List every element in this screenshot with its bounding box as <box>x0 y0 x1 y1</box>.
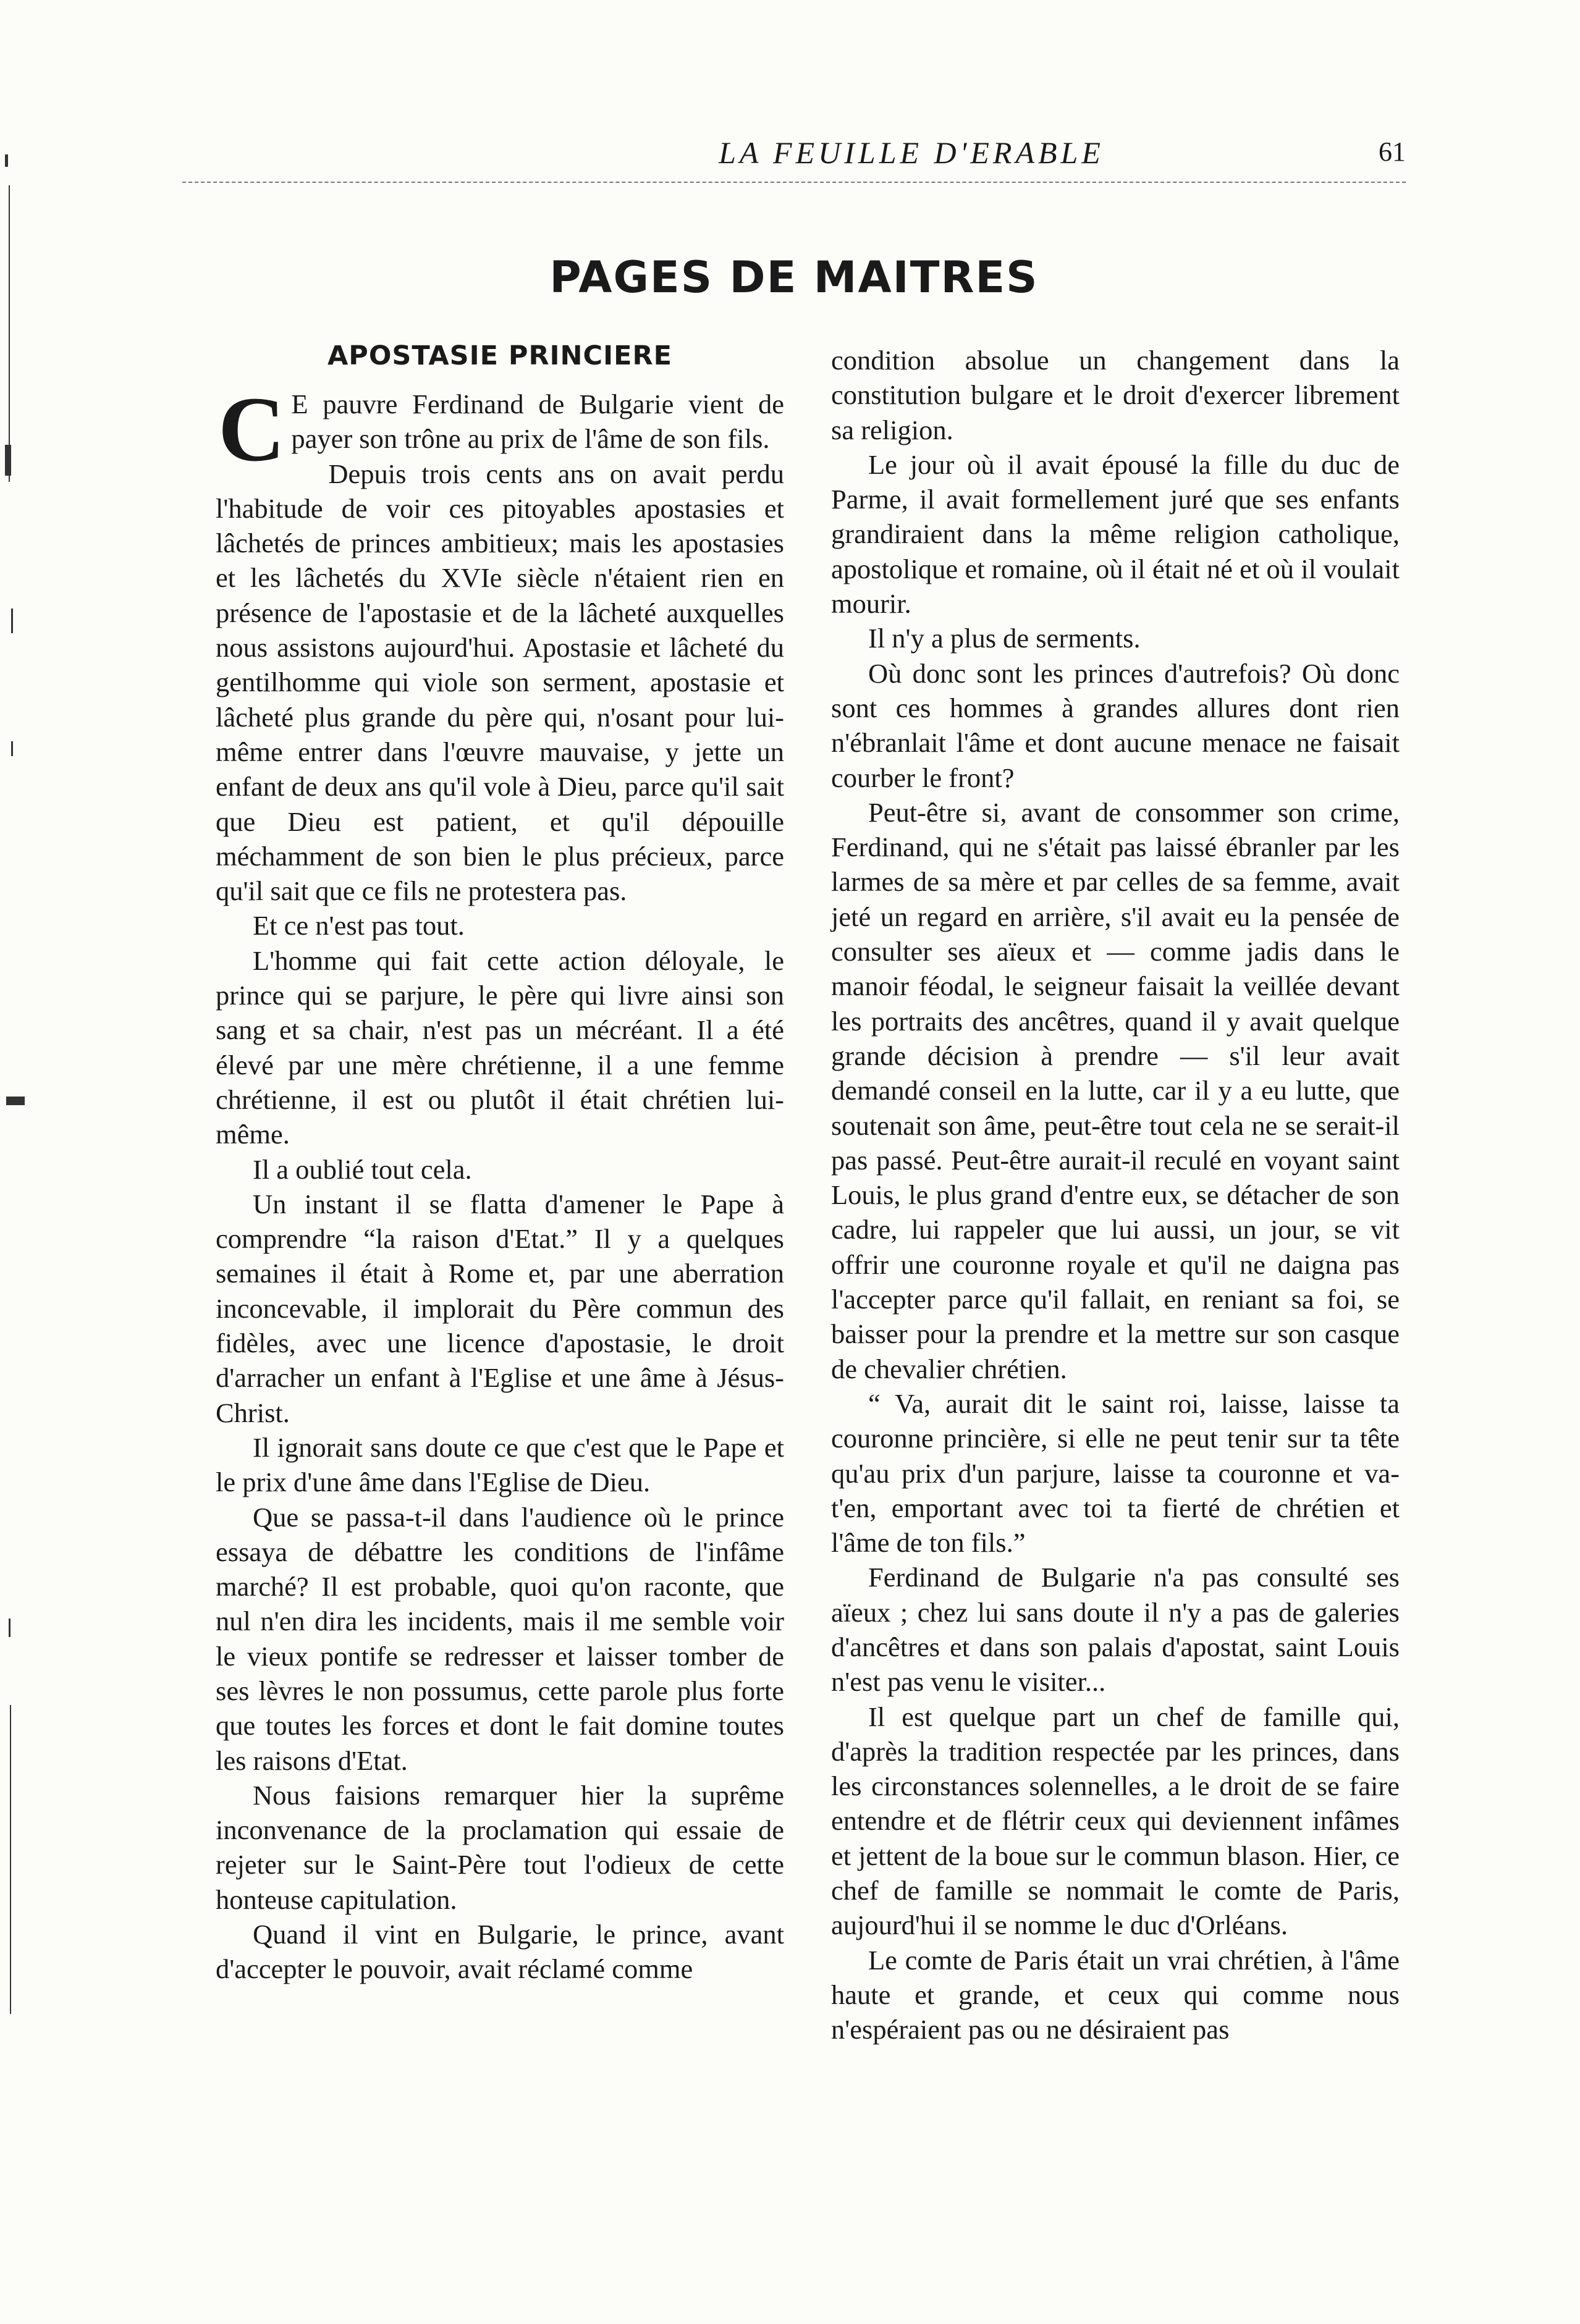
running-head <box>182 135 1406 184</box>
paragraph-continuation: condition absolue un changement dans la constitution bulgare et le droit d'exercer librement sa religion. <box>831 345 1400 445</box>
paragraph: Il ignorait sans doute ce que c'est que le Pape et le prix d'une âme dans l'Eglise de Dieu. <box>216 1431 784 1498</box>
header-rule <box>182 182 1406 183</box>
paragraph: Peut-être si, avant de consommer son crime, Ferdinand, qui ne s'était pas laissé ébranler par les larmes de sa mère et par celles de sa femme, avait jeté un regard en arrière, s'il avait eu la pensée de consulter ses aïeux et — comme jadis dans le manoir féodal, le seigneur faisait la veillée devant les portraits des ancêtres, quand il y avait quelque grande décision à prendre — s'il leur avait demandé conseil en la lutte, car il y a eu lutte, que soutenait son âme, peut-être tout cela ne se serait-il pas passé. Peut-être aurait-il reculé en voyant saint Louis, le plus grand d'entre eux, se détacher de son cadre, lui rappeler que lui aussi, un jour, se vit offrir une couronne royale et qu'il ne daigna pas l'accepter parce qu'il fallait, en reniant sa foi, se baisser pour la prendre et la mettre sur son casque de chevalier chrétien. <box>831 796 1400 1384</box>
paragraph: Ferdinand de Bulgarie n'a pas consulté ses aïeux ; chez lui sans doute il n'y a pas de galeries d'ancêtres et dans son palais d'apostat, saint Louis n'est pas venu le visiter... <box>831 1562 1400 1698</box>
paragraph: Le comte de Paris était un vrai chrétien, à l'âme haute et grande, et ceux qui comme nous n'espéraient pas ou ne désiraient pas <box>831 1944 1400 2045</box>
paragraph: Il n'y a plus de serments. <box>868 623 1141 654</box>
scan-edge-mark <box>5 154 8 167</box>
running-title: LA FEUILLE D'ERABLE <box>719 135 1104 170</box>
paragraph: Et ce n'est pas tout. <box>253 910 465 941</box>
paragraph: “ Va, aurait dit le saint roi, laisse, laisse ta couronne princière, si elle ne peut tenir sur ta tête qu'au prix d'un parjure, laisse ta couronne et va-t'en, emportant avec toi ta fierté de chrétien et l'âme de ton fils.” <box>831 1387 1400 1559</box>
scan-edge-mark <box>11 608 13 633</box>
scan-edge-mark <box>10 1705 11 2014</box>
paragraph: Il a oublié tout cela. <box>253 1153 472 1185</box>
section-title: PAGES DE MAITRES <box>549 252 1039 303</box>
scan-edge-mark <box>5 445 11 476</box>
scan-edge-mark <box>9 185 10 482</box>
scan-edge-mark <box>9 1619 11 1637</box>
scan-edge-mark <box>11 741 13 756</box>
paragraph: Quand il vint en Bulgarie, le prince, avant d'accepter le pouvoir, avait réclamé comme <box>216 1919 784 1985</box>
paragraph: Un instant il se flatta d'amener le Pape à comprendre “la raison d'Etat.” Il y a quelques semaines il était à Rome et, par une aberration inconcevable, il implorait du Père commun des fidèles, avec une licence d'apostasie, le droit d'arracher un enfant à l'Eglise et une âme à Jésus-Christ. <box>216 1188 784 1428</box>
first-paragraph <box>216 378 784 481</box>
article-title: APOSTASIE PRINCIERE <box>327 340 672 371</box>
page-number: 61 <box>1379 137 1406 167</box>
first-paragraph-text: E pauvre Ferdinand de Bulgarie vient de payer son trône au prix de l'âme de son fils. <box>291 389 784 455</box>
paragraph: Que se passa-t-il dans l'audience où le prince essaya de débattre les conditions de l'infâme marché? Il est probable, quoi qu'on raconte, que nul n'en dira les incidents, mais il me semble voir le vieux pontife se redresser et laisser tomber de ses lèvres le non possumus, cette parole plus forte que toutes les forces et dont le fait domine toutes les raisons d'Etat. <box>216 1501 784 1776</box>
paragraph: Depuis trois cents ans on avait perdu l'habitude de voir ces pitoyables apostasies et lâchetés de princes ambitieux; mais les apostasies et les lâchetés du XVIe siècle n'étaient rien en présence de l'apostasie et de la lâcheté auxquelles nous assistons aujourd'hui. Apostasie et lâcheté du gentilhomme qui viole son serment, apostasie et lâcheté plus grande du père qui, n'osant pour lui-même entrer dans l'œuvre mauvaise, y jette un enfant de deux ans qu'il vole à Dieu, parce qu'il sait que Dieu est patient, et qu'il dépouille méchamment de son bien le plus précieux, parce qu'il sait que ce fils ne protestera pas. <box>216 458 784 907</box>
scan-edge-marks <box>0 0 37 2324</box>
drop-cap: C <box>218 378 285 481</box>
paragraph: Nous faisions remarquer hier la suprême inconvenance de la proclamation qui essaie de rejeter sur le Saint-Père tout l'odieux de cette honteuse capitulation. <box>216 1779 784 1915</box>
paragraph: L'homme qui fait cette action déloyale, le prince qui se parjure, le père qui livre ainsi son sang et sa chair, n'est pas un mécréant. Il a été élevé par une mère chrétienne, il a une femme chrétienne, il est ou plutôt il était chrétien lui-même. <box>216 945 784 1150</box>
right-column <box>831 343 1400 2047</box>
paragraph: Le jour où il avait épousé la fille du duc de Parme, il avait formellement juré que ses enfants grandiraient dans la même religion catholique, apostolique et romaine, où il était né et où il voulait mourir. <box>831 448 1400 620</box>
paragraph: Où donc sont les princes d'autrefois? Où donc sont ces hommes à grandes allures dont rien n'ébranlait l'âme et dont aucune menace ne faisait courber le front? <box>831 657 1400 793</box>
left-column <box>216 339 784 1987</box>
paragraph: Il est quelque part un chef de famille qui, d'après la tradition respectée par les princes, dans les circonstances solennelles, a le droit de se faire entendre et de flétrir ceux qui deviennent infâmes et jettent de la boue sur le commun blason. Hier, ce chef de famille se nommait le comte de Paris, aujourd'hui il se nomme le duc d'Orléans. <box>831 1701 1400 1941</box>
scan-edge-mark <box>6 1097 25 1105</box>
